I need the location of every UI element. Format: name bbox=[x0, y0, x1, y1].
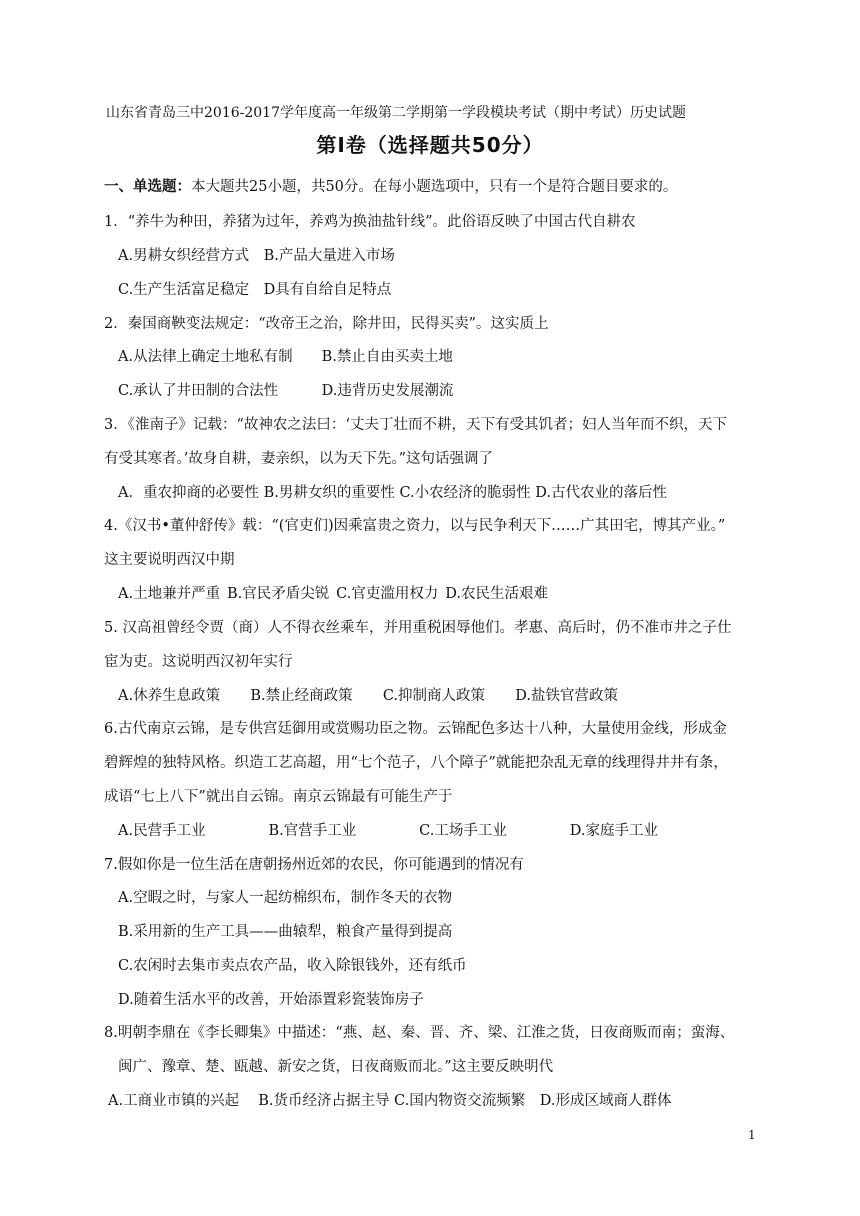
question-2-options-line-1: A.从法律上确定土地私有制 B.禁止自由买卖土地 bbox=[118, 349, 453, 365]
option-c: C.工场手工业 bbox=[419, 823, 507, 839]
question-2-options-line-2: C.承认了井田制的合法性 D.违背历史发展潮流 bbox=[118, 383, 454, 399]
question-6-stem-line-3: 成语“七上八下”就出自云锦。南京云锦最有可能生产于 bbox=[104, 789, 453, 805]
question-5-options bbox=[118, 686, 618, 706]
exam-header: 山东省青岛三中2016-2017学年度高一年级第二学期第一学段模块考试（期中考试）历史试题 bbox=[106, 105, 686, 121]
question-4-stem-line-1: 4.《汉书•董仲舒传》载：“(官吏们)因乘富贵之资力，以与民争利天下……广其田宅，博其产业。” bbox=[104, 518, 726, 534]
section-instruction bbox=[104, 177, 677, 197]
question-3-options: A．重农抑商的必要性 B.男耕女织的重要性 C.小农经济的脆弱性 D.古代农业的落后性 bbox=[118, 485, 667, 501]
question-7-option-b: B.采用新的生产工具——曲辕犁，粮食产量得到提高 bbox=[118, 924, 453, 940]
question-8-stem-line-1: 8.明朝李鼎在《李长卿集》中描述：“燕、赵、秦、晋、齐、梁、江淮之货，日夜商贩而南；蛮海、 bbox=[104, 1025, 735, 1041]
question-6-options bbox=[118, 821, 658, 841]
question-7-option-a: A.空暇之时，与家人一起纺棉织布，制作冬天的衣物 bbox=[118, 890, 453, 906]
question-3-stem-line-2: 有受其寒者。’故身自耕，妻亲织，以为天下先。”这句话强调了 bbox=[104, 451, 494, 467]
question-6-stem-line-2: 碧辉煌的独特风格。织造工艺高超，用“七个范子，八个障子”就能把杂乱无章的线理得井井有条， bbox=[104, 755, 728, 771]
option-d: D.家庭手工业 bbox=[569, 823, 658, 839]
question-7-stem: 7.假如你是一位生活在唐朝扬州近郊的农民，你可能遇到的情况有 bbox=[104, 857, 524, 873]
question-6-stem-line-1: 6.古代南京云锦，是专供宫廷御用或赏赐功臣之物。云锦配色多达十八种，大量使用金线，形成金 bbox=[104, 721, 727, 737]
question-1-stem: 1．“养牛为种田，养猪为过年，养鸡为换油盐针线”。此俗语反映了中国古代自耕农 bbox=[104, 214, 636, 230]
page-number: 1 bbox=[748, 1128, 756, 1142]
question-5-stem-line-1: 5. 汉高祖曾经令贾（商）人不得衣丝乘车，并用重税困辱他们。孝惠、高后时，仍不准市井之子仕 bbox=[104, 620, 732, 636]
section-text: 本大题共25小题，共50分。在每小题选项中，只有一个是符合题目要求的。 bbox=[191, 179, 678, 195]
question-8-options: A.工商业市镇的兴起 B.货币经济占据主导 C.国内物资交流频繁 D.形成区域商人群体 bbox=[108, 1093, 672, 1109]
option-a: A.民营手工业 bbox=[118, 823, 206, 839]
option-c: C.官吏滥用权力 bbox=[336, 586, 439, 602]
option-a: A.土地兼并严重 bbox=[118, 586, 221, 602]
question-1-options-line-1: A.男耕女织经营方式 B.产品大量进入市场 bbox=[118, 248, 395, 264]
question-8-stem-line-2: 闽广、豫章、楚、瓯越、新安之货，日夜商贩而北。”这主要反映明代 bbox=[118, 1059, 554, 1075]
question-5-stem-line-2: 宦为吏。这说明西汉初年实行 bbox=[104, 654, 293, 670]
option-b: B.官营手工业 bbox=[268, 823, 357, 839]
option-d: D.盐铁官营政策 bbox=[515, 688, 618, 704]
option-d: D.农民生活艰难 bbox=[445, 586, 548, 602]
option-a: A.休养生息政策 bbox=[118, 688, 221, 704]
question-1-options-line-2: C.生产生活富足稳定 D具有自给自足特点 bbox=[118, 282, 392, 298]
option-c: C.抑制商人政策 bbox=[382, 688, 486, 704]
question-3-stem-line-1: 3．《淮南子》记载：“故神农之法曰：‘丈夫丁壮而不耕，天下有受其饥者；妇人当年而不织，天下 bbox=[104, 417, 727, 433]
page-title: 第Ⅰ卷（选择题共50分） bbox=[316, 133, 544, 157]
question-2-stem: 2．秦国商鞅变法规定：“改帝王之治，除井田，民得买卖”。这实质上 bbox=[104, 316, 549, 332]
option-b: B.禁止经商政策 bbox=[250, 688, 353, 704]
option-b: B.官民矛盾尖锐 bbox=[227, 586, 330, 602]
question-7-option-d: D.随着生活水平的改善，开始添置彩瓷装饰房子 bbox=[118, 992, 424, 1008]
section-label: 一、单选题： bbox=[104, 179, 191, 195]
question-4-options bbox=[118, 584, 548, 604]
question-4-stem-line-2: 这主要说明西汉中期 bbox=[104, 552, 235, 568]
question-7-option-c: C.农闲时去集市卖点农产品，收入除银钱外，还有纸币 bbox=[118, 958, 467, 974]
